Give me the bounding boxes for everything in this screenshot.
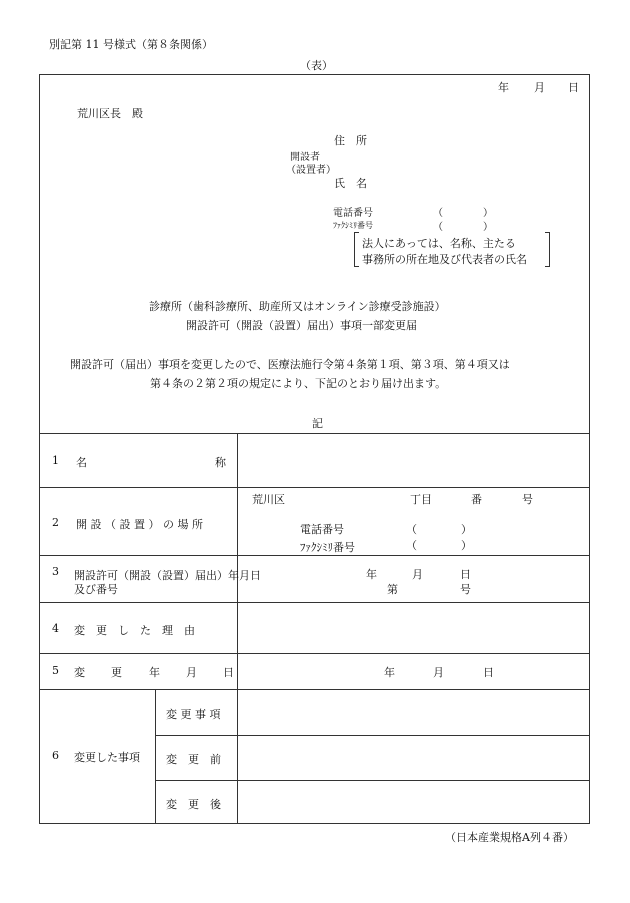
row5-label-3: 年: [149, 666, 160, 679]
row3-number: 3: [52, 565, 59, 578]
phone-label: 電話番号: [333, 208, 373, 219]
permit-month-label: 月: [412, 568, 423, 581]
row5-label-5: 日: [223, 666, 234, 679]
facility-fax-label: ﾌｧｸｼﾐﾘ番号: [300, 541, 355, 554]
row6-label: 変更した事項: [74, 751, 140, 764]
permit-dai-label: 第: [387, 583, 398, 596]
row5-label-2: 更: [111, 666, 122, 679]
form-number: 別記第 11 号様式（第８条関係）: [49, 38, 213, 51]
paper-size-note: （日本産業規格A列４番）: [445, 831, 574, 844]
row5-label-1: 変: [74, 666, 85, 679]
change-reason-field[interactable]: [239, 604, 587, 652]
row5-number: 5: [52, 664, 59, 677]
row4-number: 4: [52, 622, 59, 635]
ban-label: 番: [471, 493, 482, 506]
row3-label-line1: 開設許可（開設（設置）届出）年月日: [74, 569, 261, 582]
before-change-label: 変 更 前: [166, 753, 221, 766]
fax-parens: （ ）: [433, 222, 493, 233]
row3-label-line2: 及び番号: [74, 583, 118, 596]
date-month-label: 月: [534, 81, 545, 94]
change-month-label: 月: [433, 666, 444, 679]
form-frame: [39, 74, 590, 824]
row1-label-name-end: 称: [215, 456, 226, 469]
application-header-section: [40, 75, 589, 433]
row2-number: 2: [52, 516, 59, 529]
body-text-line1: 開設許可（届出）事項を変更したので、医療法施行令第４条第１項、第３項、第４項又は: [70, 358, 510, 371]
after-change-field[interactable]: [239, 782, 587, 822]
name-field[interactable]: [239, 435, 587, 485]
corporation-note-line1: 法人にあっては、名称、主たる: [362, 237, 516, 250]
date-year-label: 年: [498, 81, 509, 94]
row1-label-name: 名: [76, 456, 87, 469]
form-title-line2: 開設許可（開設（設置）届出）事項一部変更届: [186, 319, 417, 332]
facility-phone-label: 電話番号: [300, 523, 344, 536]
facility-fax-parens: （ ）: [406, 539, 472, 552]
facility-phone-parens: （ ）: [406, 523, 472, 536]
addressee: 荒川区長 殿: [77, 107, 143, 120]
change-year-label: 年: [384, 666, 395, 679]
row5-label-4: 月: [186, 666, 197, 679]
address-label: 住 所: [334, 134, 367, 147]
side-label: （表）: [300, 59, 333, 72]
chome-label: 丁目: [410, 493, 432, 506]
corporation-note-line2: 事務所の所在地及び代表者の氏名: [362, 253, 527, 266]
permit-year-label: 年: [366, 568, 377, 581]
go-label: 号: [522, 493, 533, 506]
change-item-label: 変 更 事 項: [166, 708, 221, 721]
row1-number: 1: [52, 454, 59, 467]
permit-day-label: 日: [460, 568, 471, 581]
installer-label: （設置者）: [286, 165, 336, 176]
body-text-line2: 第４条の２第２項の規定により、下記のとおり届け出ます。: [150, 377, 447, 390]
before-change-field[interactable]: [239, 737, 587, 779]
founder-label: 開設者: [290, 152, 320, 163]
ki-label: 記: [312, 417, 323, 430]
date-day-label: 日: [568, 81, 579, 94]
phone-parens: （ ）: [433, 208, 493, 219]
change-item-field[interactable]: [239, 691, 587, 734]
after-change-label: 変 更 後: [166, 798, 221, 811]
row4-label: 変 更 し た 理 由: [74, 624, 195, 637]
fax-label: ﾌｧｸｼﾐﾘ番号: [333, 221, 373, 230]
permit-go-label: 号: [460, 583, 471, 596]
row2-label: 開 設 （ 設 置 ） の 場 所: [76, 518, 203, 531]
change-day-label: 日: [483, 666, 494, 679]
name-label: 氏 名: [334, 177, 367, 190]
ward-label: 荒川区: [252, 493, 285, 506]
row6-number: 6: [52, 749, 59, 762]
form-title-line1: 診療所（歯科診療所、助産所又はオンライン診療受診施設）: [149, 300, 446, 313]
